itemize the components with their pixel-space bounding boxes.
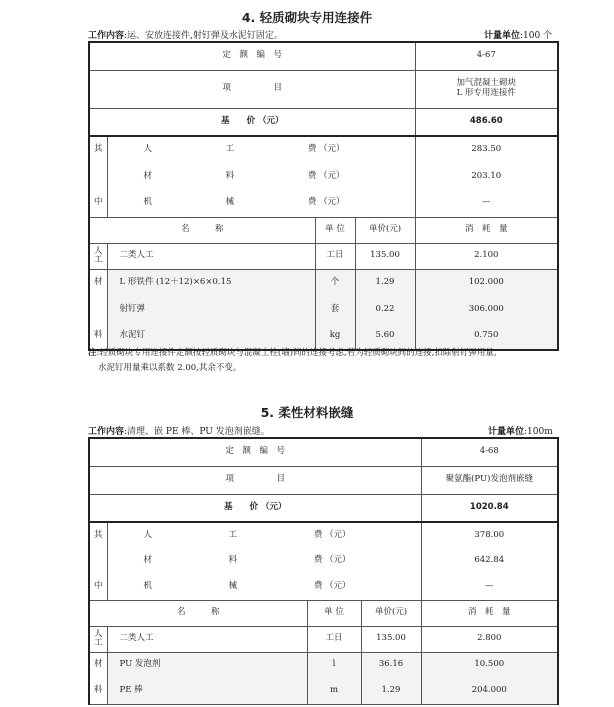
qizhong-top: 其 xyxy=(89,522,107,548)
base-price-label: 基 价 （元） xyxy=(89,494,421,522)
measurement-unit-label: 计量单位 xyxy=(484,31,521,41)
category-material-bottom: 料 xyxy=(89,678,107,704)
item-name: 聚氨酯(PU)发泡剂嵌缝 xyxy=(421,466,558,494)
work-content-label: 工作内容 xyxy=(88,31,125,41)
fee-row xyxy=(107,136,415,163)
qizhong-top: 其 xyxy=(89,136,107,163)
row-qty: 102.000 xyxy=(415,269,558,296)
section-title: 4. 轻质砌块专用连接件 xyxy=(241,10,373,25)
row-qty: 0.750 xyxy=(415,323,558,350)
row-qty: 2.100 xyxy=(415,243,558,269)
note-text: :轻质砌块专用连接件定额按轻质砌块与混凝土柱(墙)间的连接考虑,若为轻质砌块间的连接,扣除射钉弹用量, xyxy=(96,348,497,358)
fee-label-b: 械 xyxy=(225,197,235,208)
row-name: 二类人工 xyxy=(107,626,307,652)
work-content xyxy=(88,424,270,437)
fee-label-c: 费 （元） xyxy=(307,170,345,181)
fee-label-b: 工 xyxy=(225,144,235,155)
fee-label-a: 机 xyxy=(143,580,153,591)
fee-label-b: 工 xyxy=(228,529,238,540)
category-material-top: 材 xyxy=(89,652,107,678)
fee-label-a: 机 xyxy=(143,197,153,208)
item-name xyxy=(415,70,558,108)
row-unit: m xyxy=(307,678,361,704)
row-qty: 2.800 xyxy=(421,626,558,652)
table-note xyxy=(88,346,563,376)
base-price-label: 基 价 （元） xyxy=(89,108,415,136)
quota-table xyxy=(88,437,559,705)
category-labor: 人工 xyxy=(89,243,107,269)
base-price-value: 1020.84 xyxy=(421,494,558,522)
fee-label-a: 人 xyxy=(143,144,153,155)
row-price: 36.16 xyxy=(361,652,421,678)
row-unit: 工日 xyxy=(307,626,361,652)
note-line xyxy=(88,346,563,361)
item-name-line: L 形专用连接件 xyxy=(456,88,516,98)
fee-value: 378.00 xyxy=(421,522,558,548)
measurement-unit-text: :100m xyxy=(524,427,553,437)
category-material-mid xyxy=(89,296,107,323)
category-material-bottom: 料 xyxy=(89,323,107,350)
measurement-unit xyxy=(488,424,553,437)
fee-row xyxy=(107,190,415,217)
row-price: 5.60 xyxy=(355,323,415,350)
fee-row xyxy=(107,574,421,600)
fee-label-b: 械 xyxy=(228,580,238,591)
row-price: 0.22 xyxy=(355,296,415,323)
qizhong-mid xyxy=(89,163,107,190)
fee-row xyxy=(107,163,415,190)
measurement-unit-text: :100 个 xyxy=(520,31,553,41)
fee-label-a: 人 xyxy=(143,529,153,540)
fee-label-c: 费 （元） xyxy=(313,555,351,566)
col-header-name: 名 称 xyxy=(89,217,315,243)
work-content-label: 工作内容 xyxy=(88,427,125,437)
fee-value: 642.84 xyxy=(421,548,558,574)
row-unit: 套 xyxy=(315,296,355,323)
item-name-line: 加气混凝土砌块 xyxy=(456,78,517,89)
category-material-top: 材 xyxy=(89,269,107,296)
qizhong-bottom: 中 xyxy=(89,574,107,600)
row-name: 二类人工 xyxy=(107,243,315,269)
fee-value: — xyxy=(421,574,558,600)
row-qty: 10.500 xyxy=(421,652,558,678)
fee-value: — xyxy=(415,190,558,217)
work-content-text: :清理、嵌 PE 棒、PU 发泡剂嵌缝。 xyxy=(124,427,270,437)
category-labor: 人工 xyxy=(89,626,107,652)
col-header-name: 名 称 xyxy=(89,600,307,626)
col-header-unit: 单 位 xyxy=(307,600,361,626)
quota-number-header: 定 额 编 号 xyxy=(89,438,421,466)
qizhong-bottom: 中 xyxy=(89,190,107,217)
measurement-unit-label: 计量单位 xyxy=(488,427,525,437)
note-label: 注 xyxy=(88,348,97,358)
row-name: L 形铁件 (12＋12)×6×0.15 xyxy=(107,269,315,296)
fee-row xyxy=(107,548,421,574)
row-qty: 306.000 xyxy=(415,296,558,323)
base-price-value: 486.60 xyxy=(415,108,558,136)
fee-label-a: 材 xyxy=(143,170,153,181)
item-header: 项 目 xyxy=(89,466,421,494)
row-name: PU 发泡剂 xyxy=(107,652,307,678)
fee-label-b: 料 xyxy=(225,170,235,181)
measurement-unit xyxy=(484,28,552,41)
qizhong-mid xyxy=(89,548,107,574)
fee-label-c: 费 （元） xyxy=(307,197,345,208)
row-unit: 个 xyxy=(315,269,355,296)
item-header: 项 目 xyxy=(89,70,415,108)
quota-table xyxy=(88,41,559,351)
quota-number: 4-68 xyxy=(421,438,558,466)
fee-label-c: 费 （元） xyxy=(313,580,351,591)
fee-label-b: 料 xyxy=(228,555,238,566)
row-unit: l xyxy=(307,652,361,678)
col-header-price: 单价(元) xyxy=(355,217,415,243)
fee-label-c: 费 （元） xyxy=(313,529,351,540)
row-name: PE 棒 xyxy=(107,678,307,704)
work-content xyxy=(88,28,283,41)
row-price: 1.29 xyxy=(361,678,421,704)
work-content-text: :运、安放连接件,射钉弹及水泥钉固定。 xyxy=(124,31,283,41)
row-name: 射钉弹 xyxy=(107,296,315,323)
note-line: 水泥钉用量乘以系数 2.00,其余不变。 xyxy=(98,363,242,373)
row-price: 1.29 xyxy=(355,269,415,296)
fee-row xyxy=(107,522,421,548)
quota-number: 4-67 xyxy=(415,42,558,70)
col-header-price: 单价(元) xyxy=(361,600,421,626)
section-title: 5. 柔性材料嵌缝 xyxy=(260,405,354,420)
row-name: 水泥钉 xyxy=(107,323,315,350)
col-header-qty: 消 耗 量 xyxy=(415,217,558,243)
fee-value: 203.10 xyxy=(415,163,558,190)
col-header-qty: 消 耗 量 xyxy=(421,600,558,626)
row-qty: 204.000 xyxy=(421,678,558,704)
fee-label-a: 材 xyxy=(143,555,153,566)
row-unit: kg xyxy=(315,323,355,350)
col-header-unit: 单 位 xyxy=(315,217,355,243)
row-price: 135.00 xyxy=(361,626,421,652)
fee-label-c: 费 （元） xyxy=(307,144,345,155)
fee-value: 283.50 xyxy=(415,136,558,163)
row-unit: 工日 xyxy=(315,243,355,269)
quota-number-header: 定 额 编 号 xyxy=(89,42,415,70)
row-price: 135.00 xyxy=(355,243,415,269)
